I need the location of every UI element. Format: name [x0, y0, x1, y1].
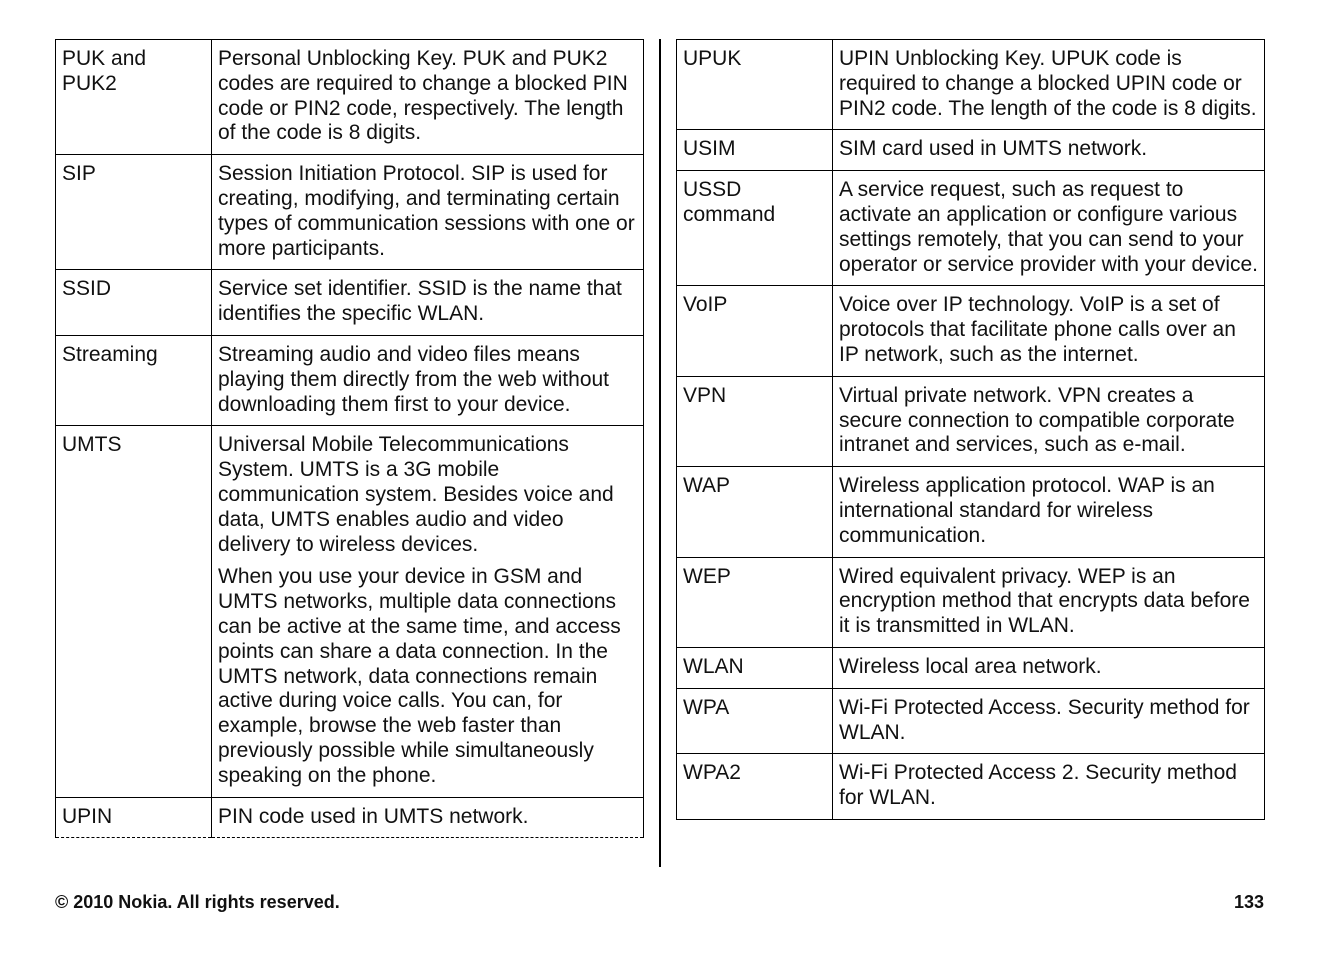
- glossary-term: USIM: [677, 130, 833, 171]
- glossary-term: VPN: [677, 376, 833, 466]
- glossary-definition: [833, 130, 1265, 171]
- glossary-row: [677, 130, 1265, 171]
- glossary-definition: [833, 754, 1265, 820]
- glossary-row: [56, 335, 644, 425]
- glossary-column-left: [55, 39, 644, 838]
- glossary-term: UPIN: [56, 797, 212, 838]
- glossary-row: [56, 797, 644, 838]
- glossary-term: SSID: [56, 270, 212, 336]
- glossary-term: VoIP: [677, 286, 833, 376]
- glossary-definition: [212, 155, 644, 270]
- glossary-definition: [833, 171, 1265, 286]
- glossary-definition: [833, 557, 1265, 647]
- definition-paragraph: Wi-Fi Protected Access 2. Security method for WLAN.: [839, 761, 1237, 810]
- column-divider: [659, 39, 661, 867]
- definition-paragraph: Universal Mobile Telecommunications System. UMTS is a 3G mobile communication system. Besides voice and data, UMTS enables audio and video delivery to wireless devices.: [218, 433, 614, 556]
- glossary-definition: [833, 376, 1265, 466]
- glossary-row: [56, 426, 644, 797]
- glossary-row: [677, 688, 1265, 754]
- glossary-definition: [833, 286, 1265, 376]
- definition-paragraph: Wired equivalent privacy. WEP is an encryption method that encrypts data before it is transmitted in WLAN.: [839, 564, 1250, 638]
- glossary-row: [677, 286, 1265, 376]
- glossary-term: WLAN: [677, 647, 833, 688]
- glossary-row: [56, 155, 644, 270]
- glossary-term: UMTS: [56, 426, 212, 797]
- glossary-column-right: [676, 39, 1265, 820]
- definition-paragraph: When you use your device in GSM and UMTS networks, multiple data connections can be active at the same time, and access points can share a data connection. In the UMTS network, data connections remain active during voice calls. You can, for example, browse the web faster than previously possible while simultaneously speaking on the phone.: [218, 565, 621, 787]
- definition-paragraph: SIM card used in UMTS network.: [839, 137, 1148, 161]
- glossary-definition: [212, 270, 644, 336]
- glossary-row: [56, 270, 644, 336]
- definition-paragraph: UPIN Unblocking Key. UPUK code is required to change a blocked UPIN code or PIN2 code. The length of the code is 8 digits.: [839, 47, 1257, 120]
- glossary-row: [677, 40, 1265, 130]
- glossary-definition: [833, 688, 1265, 754]
- glossary-definition: [833, 467, 1265, 557]
- glossary-term: WPA2: [677, 754, 833, 820]
- glossary-table-left: [55, 39, 644, 838]
- definition-paragraph: Virtual private network. VPN creates a secure connection to compatible corporate intranet and services, such as e-mail.: [839, 383, 1235, 457]
- page-number: 133: [1233, 892, 1264, 912]
- definition-paragraph: Service set identifier. SSID is the name that identifies the specific WLAN.: [218, 277, 622, 326]
- glossary-term: PUK and PUK2: [56, 40, 212, 155]
- glossary-term: WEP: [677, 557, 833, 647]
- glossary-table-left-body: [56, 40, 644, 838]
- definition-paragraph: A service request, such as request to activate an application or configure various settings remotely, that you can send to your operator or service provider with your device.: [839, 178, 1259, 276]
- glossary-table-right-body: [677, 40, 1265, 820]
- glossary-row: [677, 557, 1265, 647]
- definition-paragraph: Session Initiation Protocol. SIP is used for creating, modifying, and terminating certain types of communication sessions with one or more participants.: [218, 162, 635, 260]
- definition-paragraph: PIN code used in UMTS network.: [218, 804, 529, 828]
- definition-paragraph: Wireless application protocol. WAP is an international standard for wireless communication.: [839, 474, 1215, 547]
- glossary-row: [677, 171, 1265, 286]
- glossary-row: [677, 376, 1265, 466]
- glossary-term: UPUK: [677, 40, 833, 130]
- glossary-term: WAP: [677, 467, 833, 557]
- glossary-definition: [212, 426, 644, 797]
- glossary-row: [677, 647, 1265, 688]
- glossary-definition: [833, 40, 1265, 130]
- glossary-row: [677, 467, 1265, 557]
- definition-paragraph: Personal Unblocking Key. PUK and PUK2 codes are required to change a blocked PIN code or PIN2 code, respectively. The length of the code is 8 digits.: [218, 47, 628, 145]
- glossary-term: WPA: [677, 688, 833, 754]
- definition-paragraph: Streaming audio and video files means playing them directly from the web without downloading them first to your device.: [218, 342, 610, 416]
- definition-paragraph: Wireless local area network.: [839, 654, 1102, 678]
- copyright-notice: © 2010 Nokia. All rights reserved.: [55, 892, 340, 912]
- glossary-definition: [212, 40, 644, 155]
- glossary-row: [56, 40, 644, 155]
- glossary-row: [677, 754, 1265, 820]
- glossary-table-right: [676, 39, 1265, 820]
- definition-paragraph: Wi-Fi Protected Access. Security method for WLAN.: [839, 695, 1250, 744]
- definition-paragraph: Voice over IP technology. VoIP is a set of protocols that facilitate phone calls over an IP network, such as the internet.: [839, 293, 1236, 366]
- glossary-definition: [833, 647, 1265, 688]
- glossary-term: SIP: [56, 155, 212, 270]
- glossary-term: Streaming: [56, 335, 212, 425]
- glossary-definition: [212, 335, 644, 425]
- glossary-term: USSD command: [677, 171, 833, 286]
- glossary-definition: [212, 797, 644, 838]
